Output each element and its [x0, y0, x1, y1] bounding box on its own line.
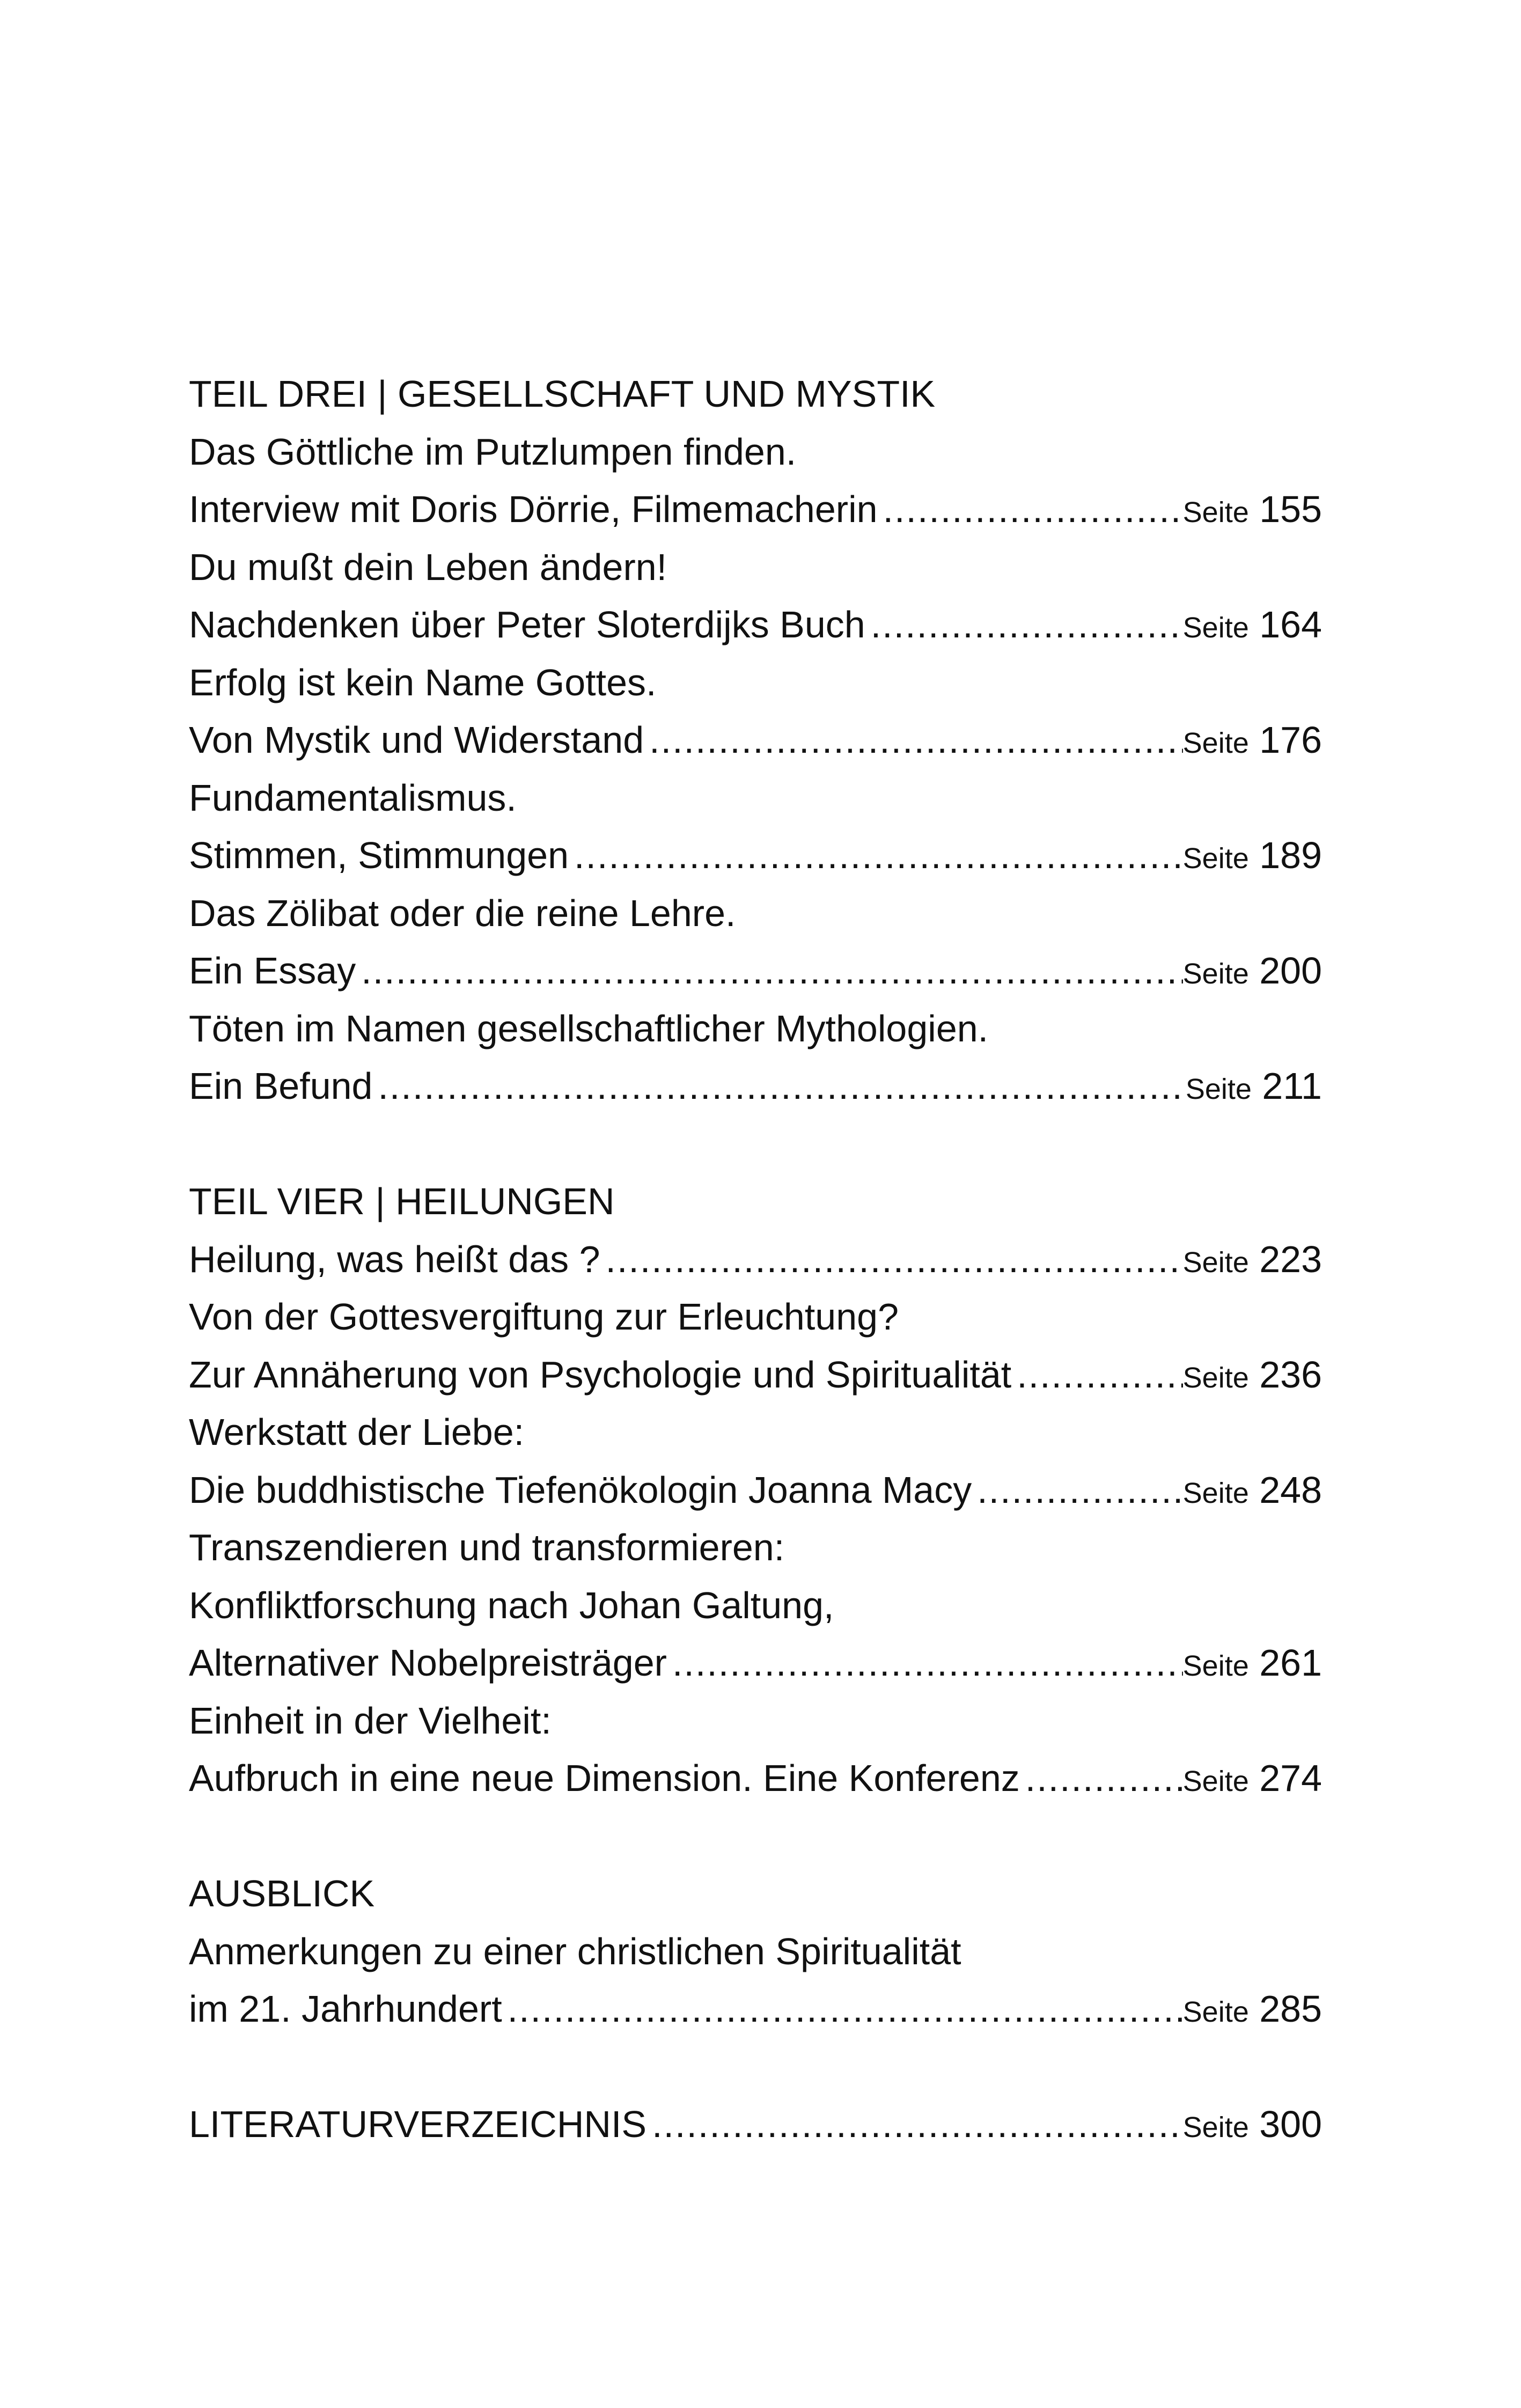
- seite-label: Seite: [1182, 1996, 1249, 2028]
- page-reference: [1183, 1634, 1322, 1692]
- page-reference: [1186, 1058, 1322, 1115]
- page-reference: [1183, 2096, 1322, 2154]
- toc-entry: [189, 1750, 1322, 1808]
- page-reference: [1183, 481, 1322, 539]
- entry-title: Von Mystik und Widerstand: [189, 719, 644, 761]
- entry-title: Zur Annäherung von Psychologie und Spiritualität: [189, 1353, 1012, 1396]
- entry-title: Aufbruch in eine neue Dimension. Eine Konferenz: [189, 1757, 1020, 1799]
- entry-title: Nachdenken über Peter Sloterdijks Buch: [189, 604, 865, 645]
- section-heading: TEIL VIER | HEILUNGEN: [189, 1180, 615, 1222]
- entry-title-line: Das Göttliche im Putzlumpen finden.: [189, 430, 797, 473]
- toc-entry: [189, 481, 1322, 539]
- entry-title-line: Anmerkungen zu einer christlichen Spiritualität: [189, 1930, 961, 1972]
- entry-title-line: Du mußt dein Leben ändern!: [189, 546, 667, 588]
- seite-label: Seite: [1182, 2111, 1249, 2143]
- entry-title-line: Fundamentalismus.: [189, 776, 517, 819]
- page-reference: [1183, 711, 1322, 769]
- page-reference: [1183, 1346, 1322, 1404]
- page-number: 164: [1259, 604, 1322, 645]
- toc-entry: [189, 1980, 1322, 2038]
- entry-title: Ein Befund: [189, 1065, 373, 1107]
- page-reference: [1183, 1980, 1322, 2038]
- entry-title: Stimmen, Stimmungen: [189, 834, 569, 876]
- page-number: 155: [1259, 488, 1322, 530]
- page-number: 223: [1259, 1238, 1322, 1280]
- entry-title-line: Das Zölibat oder die reine Lehre.: [189, 892, 736, 934]
- toc-entry: [189, 942, 1322, 1000]
- entry-title-line: Töten im Namen gesellschaftlicher Mythologien.: [189, 1007, 989, 1049]
- entry-title: Ein Essay: [189, 950, 356, 992]
- dot-leader: [652, 2096, 1183, 2154]
- section-spacer: [189, 1808, 1322, 1866]
- page-number: 300: [1259, 2103, 1322, 2145]
- toc-entry: [189, 711, 1322, 769]
- entry-title: LITERATURVERZEICHNIS: [189, 2103, 647, 2145]
- seite-label: Seite: [1182, 1246, 1249, 1279]
- seite-label: Seite: [1182, 958, 1249, 990]
- dot-leader: [672, 1634, 1183, 1692]
- seite-label: Seite: [1182, 1650, 1249, 1682]
- page-number: 274: [1259, 1757, 1322, 1799]
- page-reference: [1183, 596, 1322, 654]
- section-heading: TEIL DREI | GESELLSCHAFT UND MYSTIK: [189, 373, 936, 415]
- dot-leader: [361, 942, 1182, 1000]
- seite-label: Seite: [1182, 1361, 1249, 1394]
- seite-label: Seite: [1185, 1073, 1252, 1105]
- section-spacer: [189, 1115, 1322, 1173]
- seite-label: Seite: [1182, 1765, 1249, 1797]
- toc-entry: [189, 1462, 1322, 1519]
- entry-title: Alternativer Nobelpreisträger: [189, 1642, 667, 1684]
- toc-entry: [189, 827, 1322, 885]
- dot-leader: [606, 1231, 1183, 1289]
- entry-title-line: Erfolg ist kein Name Gottes.: [189, 661, 657, 703]
- page-number: 176: [1259, 719, 1322, 761]
- page-number: 200: [1259, 950, 1322, 992]
- section-heading: AUSBLICK: [189, 1873, 375, 1914]
- page-reference: [1183, 827, 1322, 885]
- entry-title-line: Werkstatt der Liebe:: [189, 1411, 525, 1453]
- toc-entry: [189, 1058, 1322, 1115]
- toc-entry: [189, 1634, 1322, 1692]
- table-of-contents: [189, 365, 1322, 2154]
- entry-title: im 21. Jahrhundert: [189, 1988, 502, 2030]
- entry-title: Heilung, was heißt das ?: [189, 1238, 600, 1280]
- entry-title: Die buddhistische Tiefenökologin Joanna Macy: [189, 1469, 972, 1511]
- dot-leader: [977, 1462, 1182, 1519]
- page-number: 261: [1259, 1642, 1322, 1684]
- page-reference: [1183, 1462, 1322, 1519]
- page-number: 285: [1259, 1988, 1322, 2030]
- toc-entry: [189, 596, 1322, 654]
- toc-entry: [189, 2096, 1322, 2154]
- toc-entry: [189, 1346, 1322, 1404]
- page-number: 211: [1262, 1065, 1322, 1107]
- page-number: 236: [1259, 1353, 1322, 1396]
- section-spacer: [189, 2038, 1322, 2096]
- seite-label: Seite: [1182, 612, 1249, 644]
- dot-leader: [1017, 1346, 1182, 1404]
- entry-title-line: Einheit in der Vielheit:: [189, 1699, 552, 1742]
- dot-leader: [883, 481, 1183, 539]
- dot-leader: [378, 1058, 1185, 1115]
- dot-leader: [649, 711, 1182, 769]
- entry-title-line: Konfliktforschung nach Johan Galtung,: [189, 1584, 834, 1626]
- dot-leader: [1025, 1750, 1183, 1808]
- page-reference: [1183, 942, 1322, 1000]
- entry-title-line: Transzendieren und transformieren:: [189, 1526, 785, 1568]
- dot-leader: [871, 596, 1183, 654]
- seite-label: Seite: [1182, 496, 1249, 528]
- page-number: 248: [1259, 1469, 1322, 1511]
- toc-entry: [189, 1231, 1322, 1289]
- seite-label: Seite: [1182, 1477, 1249, 1509]
- page-reference: [1183, 1231, 1322, 1289]
- entry-title-line: Von der Gottesvergiftung zur Erleuchtung?: [189, 1296, 899, 1338]
- page-number: 189: [1259, 834, 1322, 876]
- page-reference: [1183, 1750, 1322, 1808]
- seite-label: Seite: [1182, 727, 1249, 759]
- dot-leader: [574, 827, 1183, 885]
- seite-label: Seite: [1182, 842, 1249, 875]
- entry-title: Interview mit Doris Dörrie, Filmemacherin: [189, 488, 878, 530]
- dot-leader: [508, 1980, 1183, 2038]
